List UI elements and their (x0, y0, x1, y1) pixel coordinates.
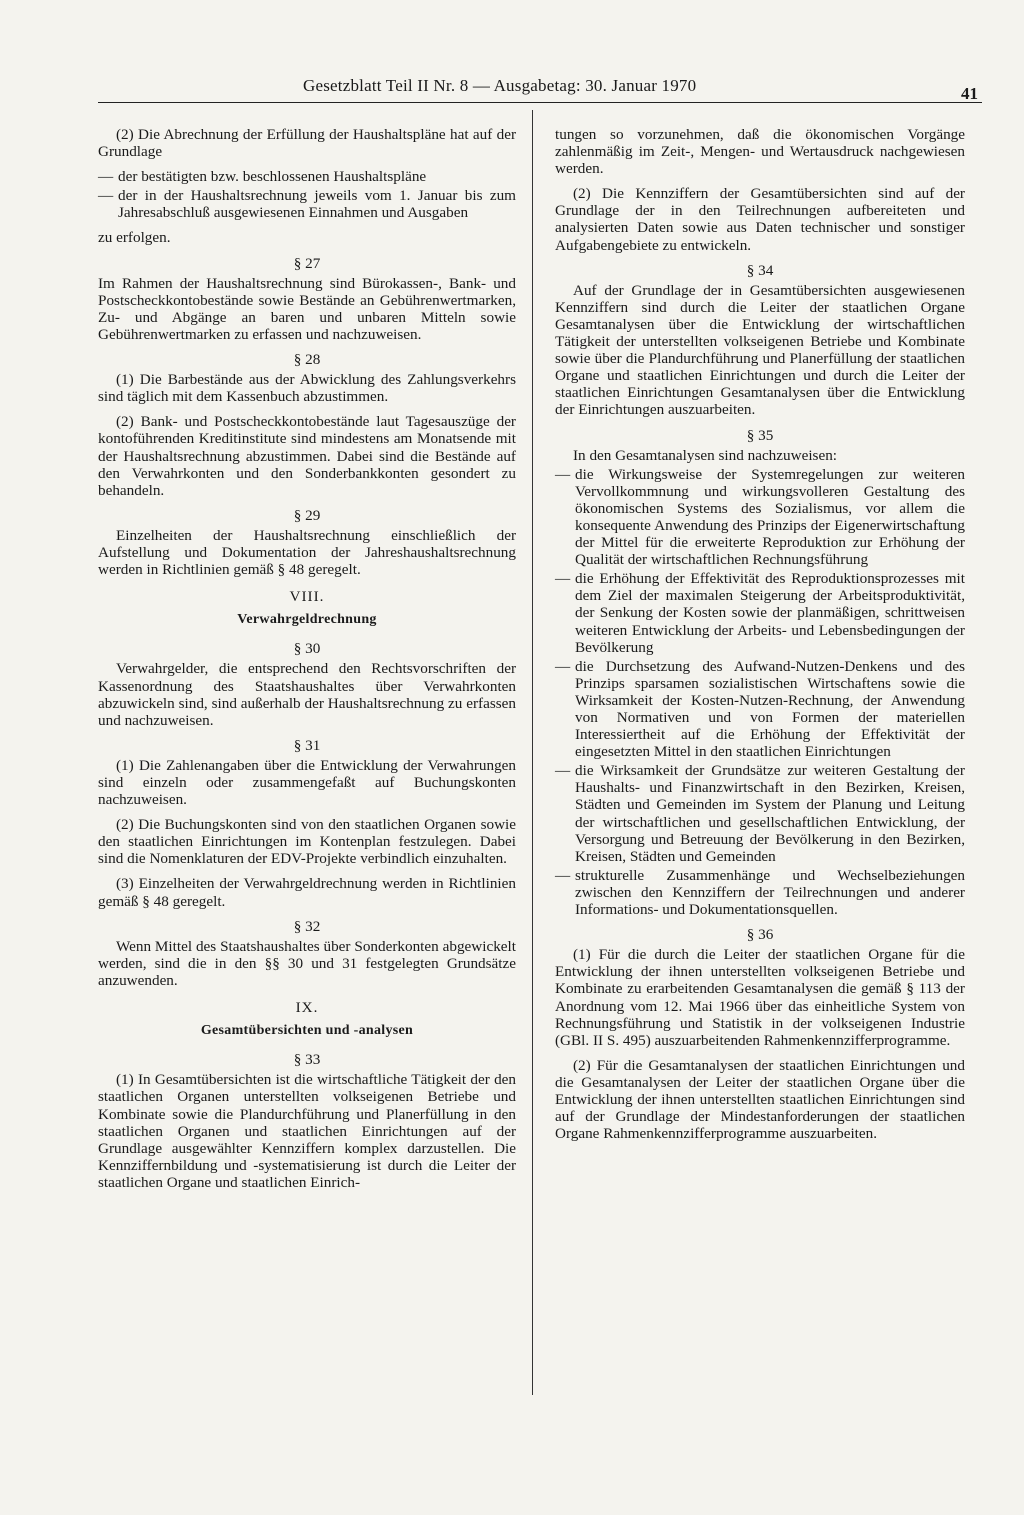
dash-bullet: — (555, 657, 571, 675)
section-heading-29: § 29 (293, 506, 321, 524)
section-27-text: Im Rahmen der Haushaltsrechnung sind Bürokassen-, Bank- und Postscheckkontobestände sowie Bestände an Gebührenwertmarken, Zu- und Abgänge an baren und unbaren Mitteln sowie Gebührenwertmarken zu erfassen und nachzuweisen. (98, 274, 516, 343)
page-header (98, 76, 982, 102)
dash-bullet: — (555, 570, 571, 588)
dash-bullet: — (98, 168, 114, 186)
section-28-para-1: (1) Die Barbestände aus der Abwicklung des Zahlungsverkehrs sind täglich mit dem Kassenbuch abzustimmen. (98, 371, 516, 406)
section-30-text: Verwahrgelder, die entsprechend den Rechtsvorschriften der Kassenordnung des Staatshaushaltes über Verwahrkonten abzuwickeln sind, sind außerhalb der Haushaltsrechnung zu erfassen und nachzuweisen. (98, 660, 516, 729)
chapter-title-8: Verwahrgeldrechnung (237, 612, 377, 628)
section-32-text: Wenn Mittel des Staatshaushaltes über Sonderkonten abgewickelt werden, sind die in den §§ 30 und 31 festgelegten Grundsätze anzuwenden. (98, 937, 516, 989)
section-29-text: Einzelheiten der Haushaltsrechnung einschließlich der Aufstellung und Dokumentation der Jahreshaushaltsrechnung werden in Richtlinien gemäß § 48 geregelt. (98, 526, 516, 579)
gazette-title: Gesetzblatt Teil II Nr. 8 — Ausgabetag: 30. Januar 1970 (303, 76, 697, 95)
section-35-intro: In den Gesamtanalysen sind nachzuweisen: (573, 446, 838, 464)
section-heading-34: § 34 (746, 261, 774, 279)
right-column (555, 126, 965, 1150)
section-33-para-2: (2) Die Kennziffern der Gesamtübersichten sind auf der Grundlage der in den Teilrechnungen aufbereiteten und analysierten Daten sowie aus Daten technischer und sonstiger Aufgabengebiete zu entwickeln. (555, 185, 965, 254)
section-heading-27: § 27 (293, 254, 321, 272)
dash-bullet: — (555, 762, 571, 780)
list-item: — der in der Haushaltsrechnung jeweils vom 1. Januar bis zum Jahresabschluß ausgewiesenen Einnahmen und Ausgaben (98, 187, 516, 222)
section-heading-32: § 32 (293, 917, 321, 935)
paragraph-26-end: zu erfolgen. (98, 229, 171, 247)
list-item: — die Durchsetzung des Aufwand-Nutzen-Denkens und des Prinzips sparsamen sozialistischen Wirtschaftens sowie die Wirksamkeit der Kosten-Nutzen-Rechnung, der Anwendung von Normativen und von Formen der materiellen Interessiertheit auf die Erhöhung der Effektivität der eingesetzten Mittel in den staatlichen Einrichtungen (555, 657, 965, 761)
section-36-para-1: (1) Für die durch die Leiter der staatlichen Organe für die Entwicklung der ihnen unterstellten volkseigenen Betriebe und Kombinate zu erarbeitenden Gesamtanalysen die gemäß § 113 der Anordnung vom 12. Mai 1966 über das einheitliche System von Rechnungsführung und Statistik in der volkseigenen Industrie (GBl. II S. 495) auszuarbeitenden Rahmenkennzifferprogramme. (555, 946, 965, 1049)
dash-bullet: — (98, 187, 114, 205)
list-item: — der bestätigten bzw. beschlossenen Haushaltspläne (98, 168, 427, 186)
header-rule (98, 102, 982, 103)
section-31-para-1: (1) Die Zahlenangaben über die Entwicklung der Verwahrungen sind einzeln oder zusammengefaßt auf Buchungskonten nachzuweisen. (98, 756, 516, 809)
section-31-para-3: (3) Einzelheiten der Verwahrgeldrechnung werden in Richtlinien gemäß § 48 geregelt. (98, 875, 516, 910)
page-number: 41 (961, 84, 978, 103)
section-33-continuation: tungen so vorzunehmen, daß die ökonomischen Vorgänge zahlenmäßig im Zeit-, Mengen- und Wertausdruck nachgewiesen werden. (555, 126, 965, 178)
section-heading-28: § 28 (293, 351, 321, 369)
section-heading-35: § 35 (746, 426, 774, 444)
section-heading-30: § 30 (293, 640, 321, 658)
list-item: — die Erhöhung der Effektivität des Reproduktionsprozesses mit dem Ziel der maximalen Steigerung der Arbeitsproduktivität, der Senkung der Kosten sowie der planmäßigen, schrittweisen weiteren Entwicklung der Arbeits- und Lebensbedingungen der Bevölkerung (555, 570, 965, 656)
paragraph-26-2: (2) Die Abrechnung der Erfüllung der Haushaltspläne hat auf der Grundlage (98, 126, 516, 161)
chapter-number-9: IX. (295, 999, 319, 1017)
list-item: — die Wirkungsweise der Systemregelungen zur weiteren Vervollkommnung und wirkungsvolleren Gestaltung des ökonomischen Systems des Sozialismus, vor allem die konsequente Anwendung des Prinzips der Eigenerwirtschaftung der Mittel für die erweiterte Reproduktion zur Erhöhung der Qualität der wirtschaftlichen Rechnungsführung (555, 465, 965, 569)
section-34-text: Auf der Grundlage der in Gesamtübersichten ausgewiesenen Kennziffern sind durch die Leiter der staatlichen Organe Gesamtanalysen über die Entwicklung der wirtschaftlichen Tätigkeit der unterstellten volkseigenen Betriebe und Kombinate sowie über die Plandurchführung und Planerfüllung der staatlichen Organe und staatlichen Einrichtungen und durch die Leiter der staatlichen Einrichtungen Gesamtanalysen über die Entwicklung der Einrichtungen auszuarbeiten. (555, 281, 965, 419)
section-31-para-2: (2) Die Buchungskonten sind von den staatlichen Organen sowie den staatlichen Einrichtungen im Kontenplan festzulegen. Dabei sind die Nomenklaturen der EDV-Projekte verbindlich einzuhalten. (98, 816, 516, 868)
list-item: — strukturelle Zusammenhänge und Wechselbeziehungen zwischen den Kennziffern der Teilrechnungen und anderer Informations- und Dokumentationsquellen. (555, 866, 965, 919)
column-divider (532, 110, 533, 1395)
section-36-para-2: (2) Für die Gesamtanalysen der staatlichen Einrichtungen und die Gesamtanalysen der Leiter der staatlichen Organe über die Entwicklung der ihnen unterstellten staatlichen Einrichtungen sind auf der Grundlage der Mindestanforderungen der staatlichen Organe Rahmenkennzifferprogramme auszuarbeiten. (555, 1056, 965, 1143)
dash-bullet: — (555, 866, 571, 884)
dash-list-35 (555, 466, 965, 918)
dash-list-26 (98, 168, 516, 221)
section-28-para-2: (2) Bank- und Postscheckkontobestände laut Tagesauszüge der kontoführenden Kreditinstitute sind mindestens am Monatsende mit der Haushaltsrechnung abzustimmen. Dabei sind die Bestände auf den Verwahrkonten und den Sonderbankkonten gesondert zu behandeln. (98, 413, 516, 499)
dash-bullet: — (555, 465, 571, 483)
left-column (98, 126, 516, 1199)
section-heading-31: § 31 (293, 736, 321, 754)
chapter-number-8: VIII. (289, 588, 325, 606)
list-item: — die Wirksamkeit der Grundsätze zur weiteren Gestaltung der Haushalts- und Finanzwirtschaft in den Bezirken, Kreisen, Städten und Gemeinden im System der Planung und Leitung der wirtschaftlichen und gesellschaftlichen Entwicklung, der Versorgung und Betreuung der Bevölkerung in den Bezirken, Kreisen, Städten und Gemeinden (555, 762, 965, 865)
section-33-para-1: (1) In Gesamtübersichten ist die wirtschaftliche Tätigkeit der den staatlichen Organen unterstellten volkseigenen Betriebe und Kombinate sowie die Plandurchführung und Planerfüllung in den staatlichen Organen und staatlichen Einrichtungen auf der Grundlage ausgewählter Kennziffern komplex darzustellen. Die Kennziffernbildung und -systematisierung ist durch die Leiter der staatlichen Organe und staatlichen Einrich- (98, 1071, 516, 1191)
chapter-title-9: Gesamtübersichten und -analysen (200, 1023, 414, 1039)
section-heading-33: § 33 (293, 1051, 321, 1069)
section-heading-36: § 36 (746, 926, 774, 944)
